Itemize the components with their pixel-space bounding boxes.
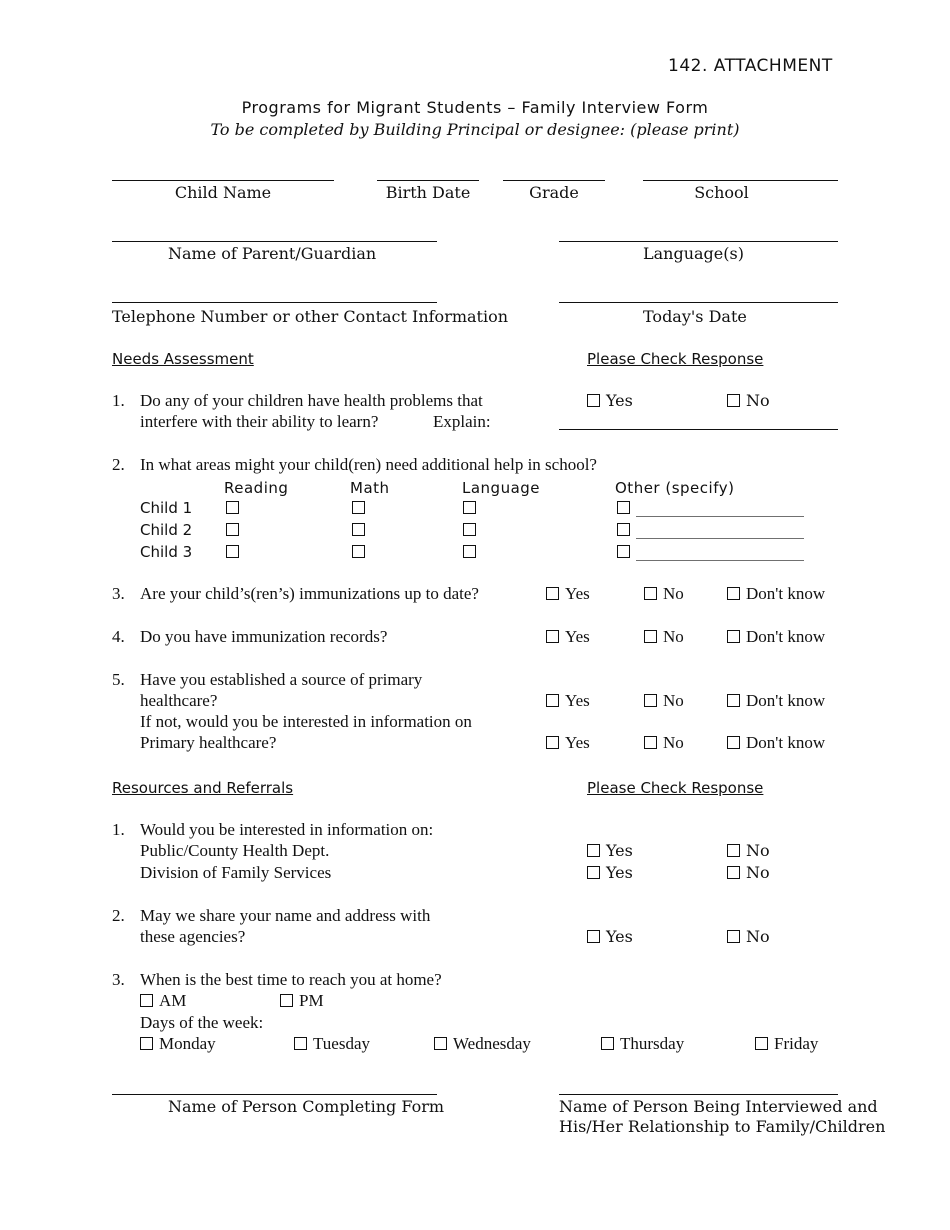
checkbox-icon[interactable] <box>546 587 559 600</box>
interviewee-name-field[interactable] <box>559 1094 838 1095</box>
child-name-label: Child Name <box>174 183 272 202</box>
checkbox-icon[interactable] <box>601 1037 614 1050</box>
n5b-no-option[interactable]: No <box>644 733 684 753</box>
r3-day-wednesday[interactable]: Wednesday <box>434 1034 531 1054</box>
telephone-label: Telephone Number or other Contact Information <box>112 307 509 326</box>
checkbox-icon[interactable] <box>727 630 740 643</box>
resources-check-heading: Please Check Response <box>587 779 764 797</box>
checkbox-icon[interactable] <box>140 1037 153 1050</box>
n2-col-other: Other (specify) <box>615 479 735 497</box>
r3-pm-option[interactable]: PM <box>280 991 324 1011</box>
n4-dont-know-option[interactable]: Don't know <box>727 627 825 647</box>
checkbox-icon[interactable] <box>727 736 740 749</box>
n2-child1-other-checkbox[interactable] <box>617 501 630 514</box>
r1-text: Would you be interested in information on: <box>140 820 434 839</box>
n5-text-line2: healthcare? <box>140 691 218 710</box>
n5b-dont-know-option[interactable]: Don't know <box>727 733 825 753</box>
n1-yes-option[interactable]: Yes <box>587 391 633 411</box>
checkbox-icon[interactable] <box>727 844 740 857</box>
n2-number: 2. <box>112 455 125 474</box>
r2-number: 2. <box>112 906 125 925</box>
school-field[interactable] <box>643 180 838 181</box>
checkbox-icon[interactable] <box>755 1037 768 1050</box>
n2-child2-label: Child 2 <box>140 521 193 539</box>
birth-date-label: Birth Date <box>385 183 471 202</box>
r1-option1-label: Public/County Health Dept. <box>140 841 330 860</box>
n3-yes-option[interactable]: Yes <box>546 584 590 604</box>
n5-text-line4: Primary healthcare? <box>140 733 277 752</box>
r3-day-tuesday[interactable]: Tuesday <box>294 1034 370 1054</box>
child-name-field[interactable] <box>112 180 334 181</box>
n2-child3-math-checkbox[interactable] <box>352 545 365 558</box>
checkbox-icon[interactable] <box>644 587 657 600</box>
n2-child3-label: Child 3 <box>140 543 193 561</box>
r2-text-line1: May we share your name and address with <box>140 906 431 925</box>
n2-child2-other-checkbox[interactable] <box>617 523 630 536</box>
n2-child3-language-checkbox[interactable] <box>463 545 476 558</box>
checkbox-icon[interactable] <box>727 394 740 407</box>
n5a-yes-option[interactable]: Yes <box>546 691 590 711</box>
n2-child2-other-field[interactable]: _____________________ <box>636 520 804 539</box>
n2-child3-reading-checkbox[interactable] <box>226 545 239 558</box>
n4-number: 4. <box>112 627 125 646</box>
n1-explain-label: Explain: <box>433 412 491 431</box>
r1-option1-yes[interactable]: Yes <box>587 841 633 861</box>
checkbox-icon[interactable] <box>727 694 740 707</box>
n2-col-language: Language <box>462 479 541 497</box>
r1-option2-no[interactable]: No <box>727 863 770 883</box>
n2-child2-language-checkbox[interactable] <box>463 523 476 536</box>
interviewee-label-line1: Name of Person Being Interviewed and <box>559 1097 878 1116</box>
n2-child2-math-checkbox[interactable] <box>352 523 365 536</box>
n3-no-option[interactable]: No <box>644 584 684 604</box>
n5a-no-option[interactable]: No <box>644 691 684 711</box>
n2-child2-reading-checkbox[interactable] <box>226 523 239 536</box>
n4-yes-option[interactable]: Yes <box>546 627 590 647</box>
needs-check-heading: Please Check Response <box>587 350 764 368</box>
n2-child1-language-checkbox[interactable] <box>463 501 476 514</box>
r1-option2-label: Division of Family Services <box>140 863 332 882</box>
n2-child1-other-field[interactable]: _____________________ <box>636 498 804 517</box>
checkbox-icon[interactable] <box>280 994 293 1007</box>
checkbox-icon[interactable] <box>727 587 740 600</box>
n1-text-line1: Do any of your children have health problems that <box>140 391 483 410</box>
attachment-label: 142. ATTACHMENT <box>668 56 833 76</box>
r3-text: When is the best time to reach you at home? <box>140 970 442 989</box>
n4-text: Do you have immunization records? <box>140 627 388 646</box>
n2-child3-other-checkbox[interactable] <box>617 545 630 558</box>
n2-child1-reading-checkbox[interactable] <box>226 501 239 514</box>
parent-guardian-label: Name of Parent/Guardian <box>168 244 377 263</box>
grade-label: Grade <box>529 183 579 202</box>
r1-option2-yes[interactable]: Yes <box>587 863 633 883</box>
checkbox-icon[interactable] <box>546 694 559 707</box>
todays-date-field[interactable] <box>559 302 838 303</box>
n1-explain-field[interactable] <box>559 429 838 430</box>
checkbox-icon[interactable] <box>644 630 657 643</box>
n3-dont-know-option[interactable]: Don't know <box>727 584 825 604</box>
checkbox-icon[interactable] <box>727 866 740 879</box>
n1-text-line2: interfere with their ability to learn? <box>140 412 379 431</box>
checkbox-icon[interactable] <box>140 994 153 1007</box>
n5-text-line1: Have you established a source of primary <box>140 670 423 689</box>
todays-date-label: Today's Date <box>643 307 747 326</box>
n1-number: 1. <box>112 391 125 410</box>
languages-field[interactable] <box>559 241 838 242</box>
checkbox-icon[interactable] <box>587 930 600 943</box>
interviewee-label-line2: His/Her Relationship to Family/Children <box>559 1117 886 1136</box>
n2-child1-label: Child 1 <box>140 499 193 517</box>
r3-number: 3. <box>112 970 125 989</box>
checkbox-icon[interactable] <box>294 1037 307 1050</box>
n2-col-math: Math <box>350 479 390 497</box>
completer-name-label: Name of Person Completing Form <box>168 1097 445 1116</box>
checkbox-icon[interactable] <box>644 736 657 749</box>
grade-field[interactable] <box>503 180 605 181</box>
r2-text-line2: these agencies? <box>140 927 246 946</box>
n5b-yes-option[interactable]: Yes <box>546 733 590 753</box>
telephone-field[interactable] <box>112 302 437 303</box>
n2-child3-other-field[interactable]: _____________________ <box>636 542 804 561</box>
checkbox-icon[interactable] <box>644 694 657 707</box>
r2-yes-option[interactable]: Yes <box>587 927 633 947</box>
checkbox-icon[interactable] <box>587 866 600 879</box>
r1-option1-no[interactable]: No <box>727 841 770 861</box>
checkbox-icon[interactable] <box>587 394 600 407</box>
needs-assessment-heading: Needs Assessment <box>112 350 254 368</box>
n2-child1-math-checkbox[interactable] <box>352 501 365 514</box>
languages-label: Language(s) <box>643 244 744 263</box>
n5a-dont-know-option[interactable]: Don't know <box>727 691 825 711</box>
r3-day-thursday[interactable]: Thursday <box>601 1034 684 1054</box>
n5-text-line3: If not, would you be interested in information on <box>140 712 472 731</box>
checkbox-icon[interactable] <box>546 630 559 643</box>
checkbox-icon[interactable] <box>434 1037 447 1050</box>
n3-number: 3. <box>112 584 125 603</box>
r3-days-label: Days of the week: <box>140 1013 264 1032</box>
n5-number: 5. <box>112 670 125 689</box>
checkbox-icon[interactable] <box>546 736 559 749</box>
checkbox-icon[interactable] <box>727 930 740 943</box>
r1-number: 1. <box>112 820 125 839</box>
n4-no-option[interactable]: No <box>644 627 684 647</box>
completer-name-field[interactable] <box>112 1094 437 1095</box>
resources-heading: Resources and Referrals <box>112 779 294 797</box>
school-label: School <box>694 183 749 202</box>
r3-am-option[interactable]: AM <box>140 991 186 1011</box>
n2-text: In what areas might your child(ren) need additional help in school? <box>140 455 597 474</box>
r3-day-monday[interactable]: Monday <box>140 1034 216 1054</box>
n1-no-option[interactable]: No <box>727 391 770 411</box>
n3-text: Are your child’s(ren’s) immunizations up to date? <box>140 584 479 603</box>
form-title: Programs for Migrant Students – Family Interview Form <box>241 98 709 117</box>
r3-day-friday[interactable]: Friday <box>755 1034 818 1054</box>
birth-date-field[interactable] <box>377 180 479 181</box>
parent-guardian-field[interactable] <box>112 241 437 242</box>
n2-col-reading: Reading <box>224 479 289 497</box>
checkbox-icon[interactable] <box>587 844 600 857</box>
r2-no-option[interactable]: No <box>727 927 770 947</box>
form-subtitle: To be completed by Building Principal or designee: (please print) <box>210 120 740 139</box>
